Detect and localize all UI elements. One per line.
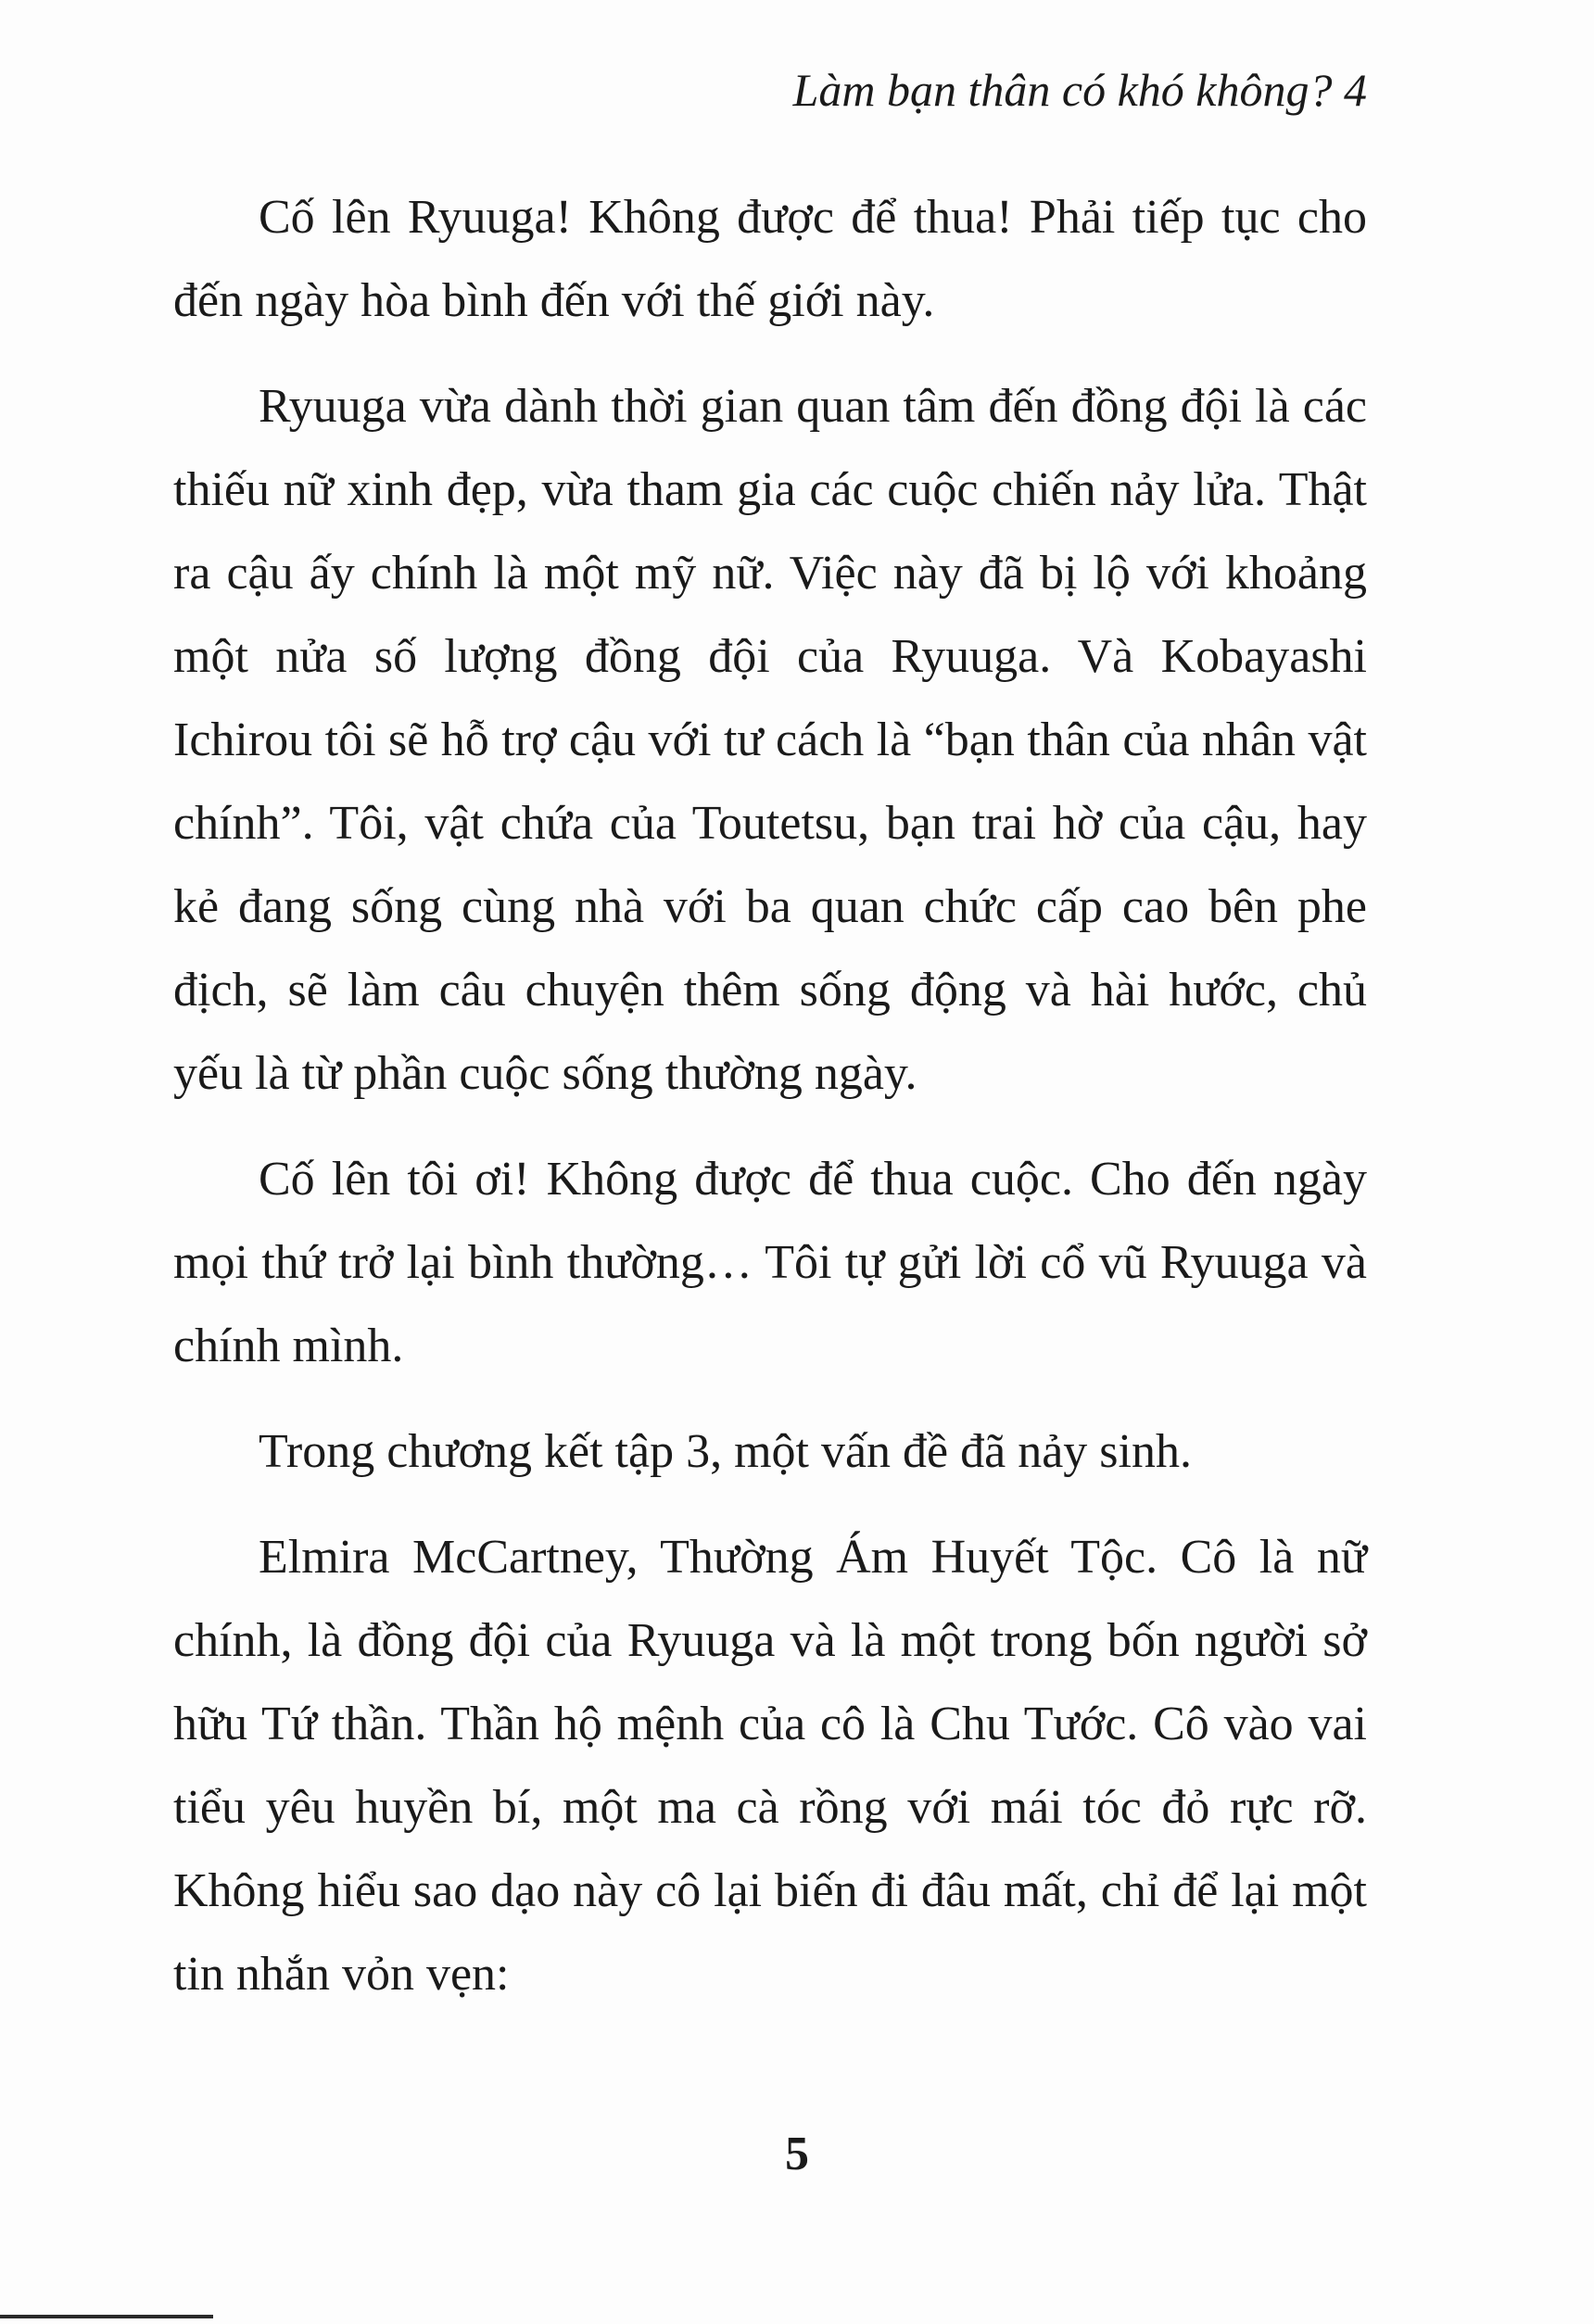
page-number: 5: [785, 2128, 809, 2180]
scan-edge-line: [0, 2315, 213, 2318]
running-head: Làm bạn thân có khó không? 4: [792, 64, 1367, 116]
paragraph: Ryuuga vừa dành thời gian quan tâm đến đồng đội là các thiếu nữ xinh đẹp, vừa tham gia các cuộc chiến nảy lửa. Thật ra cậu ấy chính là một mỹ nữ. Việc này đã bị lộ với khoảng một nửa số lượng đồng đội của Ryuuga. Và Kobayashi Ichirou tôi sẽ hỗ trợ cậu với tư cách là “bạn thân của nhân vật chính”. Tôi, vật chứa của Toutetsu, bạn trai hờ của cậu, hay kẻ đang sống cùng nhà với ba quan chức cấp cao bên phe địch, sẽ làm câu chuyện thêm sống động và hài hước, chủ yếu là từ phần cuộc sống thường ngày.: [173, 380, 1367, 1100]
paragraph: Trong chương kết tập 3, một vấn đề đã nảy sinh.: [259, 1425, 1192, 1478]
body-text: [173, 176, 1367, 2039]
paragraph: Elmira McCartney, Thường Ám Huyết Tộc. Cô là nữ chính, là đồng đội của Ryuuga và là một trong bốn người sở hữu Tứ thần. Thần hộ mệnh của cô là Chu Tước. Cô vào vai tiểu yêu huyền bí, một ma cà rồng với mái tóc đỏ rực rỡ. Không hiểu sao dạo này cô lại biến đi đâu mất, chỉ để lại một tin nhắn vỏn vẹn:: [173, 1531, 1367, 2001]
paragraph: Cố lên Ryuuga! Không được để thua! Phải tiếp tục cho đến ngày hòa bình đến với thế giới này.: [173, 191, 1367, 327]
paragraph: Cố lên tôi ơi! Không được để thua cuộc. Cho đến ngày mọi thứ trở lại bình thường… Tôi tự gửi lời cổ vũ Ryuuga và chính mình.: [173, 1153, 1367, 1372]
